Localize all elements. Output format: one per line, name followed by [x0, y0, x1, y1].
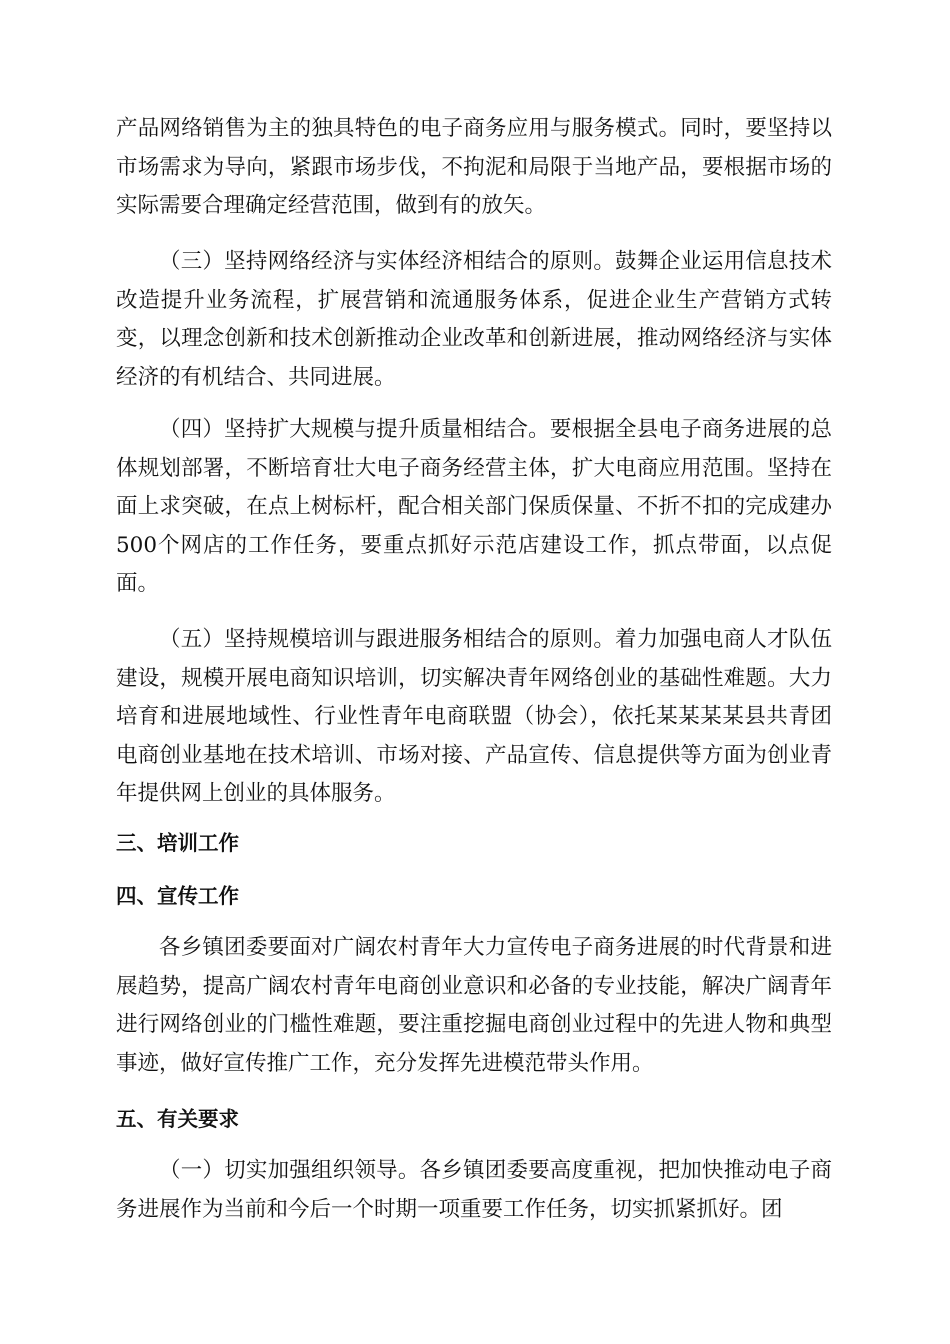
paragraph-market-oriented: 产品网络销售为主的独具特色的电子商务应用与服务模式。同时，要坚持以市场需求为导向，紧跟市场步伐，不拘泥和局限于当地产品，要根据市场的实际需要合理确定经营范围，做到有的放矢。 [116, 116, 832, 218]
paragraph-principle-four: （四）坚持扩大规模与提升质量相结合。要根据全县电子商务进展的总体规划部署，不断培育壮大电子商务经营主体，扩大电商应用范围。坚持在面上求突破，在点上树标杆，配合相关部门保质保量、不折不扣的完成建办500个网店的工作任务，要重点抓好示范店建设工作，抓点带面，以点促面。 [116, 417, 832, 596]
paragraph-principle-three: （三）坚持网络经济与实体经济相结合的原则。鼓舞企业运用信息技术改造提升业务流程，扩展营销和流通服务体系，促进企业生产营销方式转变，以理念创新和技术创新推动企业改革和创新进展，推动网络经济与实体经济的有机结合、共同进展。 [116, 249, 832, 390]
heading-requirements: 五、有关要求 [116, 1107, 239, 1131]
paragraph-requirement-one: （一）切实加强组织领导。各乡镇团委要高度重视，把加快推动电子商务进展作为当前和今后一个时期一项重要工作任务，切实抓紧抓好。团 [116, 1158, 832, 1222]
paragraph-principle-five: （五）坚持规模培训与跟进服务相结合的原则。着力加强电商人才队伍建设，规模开展电商知识培训，切实解决青年网络创业的基础性难题。大力培育和进展地域性、行业性青年电商联盟（协会），依托某某某某县共青团电商创业基地在技术培训、市场对接、产品宣传、信息提供等方面为创业青年提供网上创业的具体服务。 [116, 627, 832, 806]
paragraph-publicity: 各乡镇团委要面对广阔农村青年大力宣传电子商务进展的时代背景和进展趋势，提高广阔农村青年电商创业意识和必备的专业技能，解决广阔青年进行网络创业的门槛性难题，要注重挖掘电商创业过程中的先进人物和典型事迹，做好宣传推广工作，充分发挥先进模范带头作用。 [116, 935, 832, 1076]
heading-publicity-work: 四、宣传工作 [116, 884, 239, 908]
heading-training-work: 三、培训工作 [116, 831, 239, 855]
